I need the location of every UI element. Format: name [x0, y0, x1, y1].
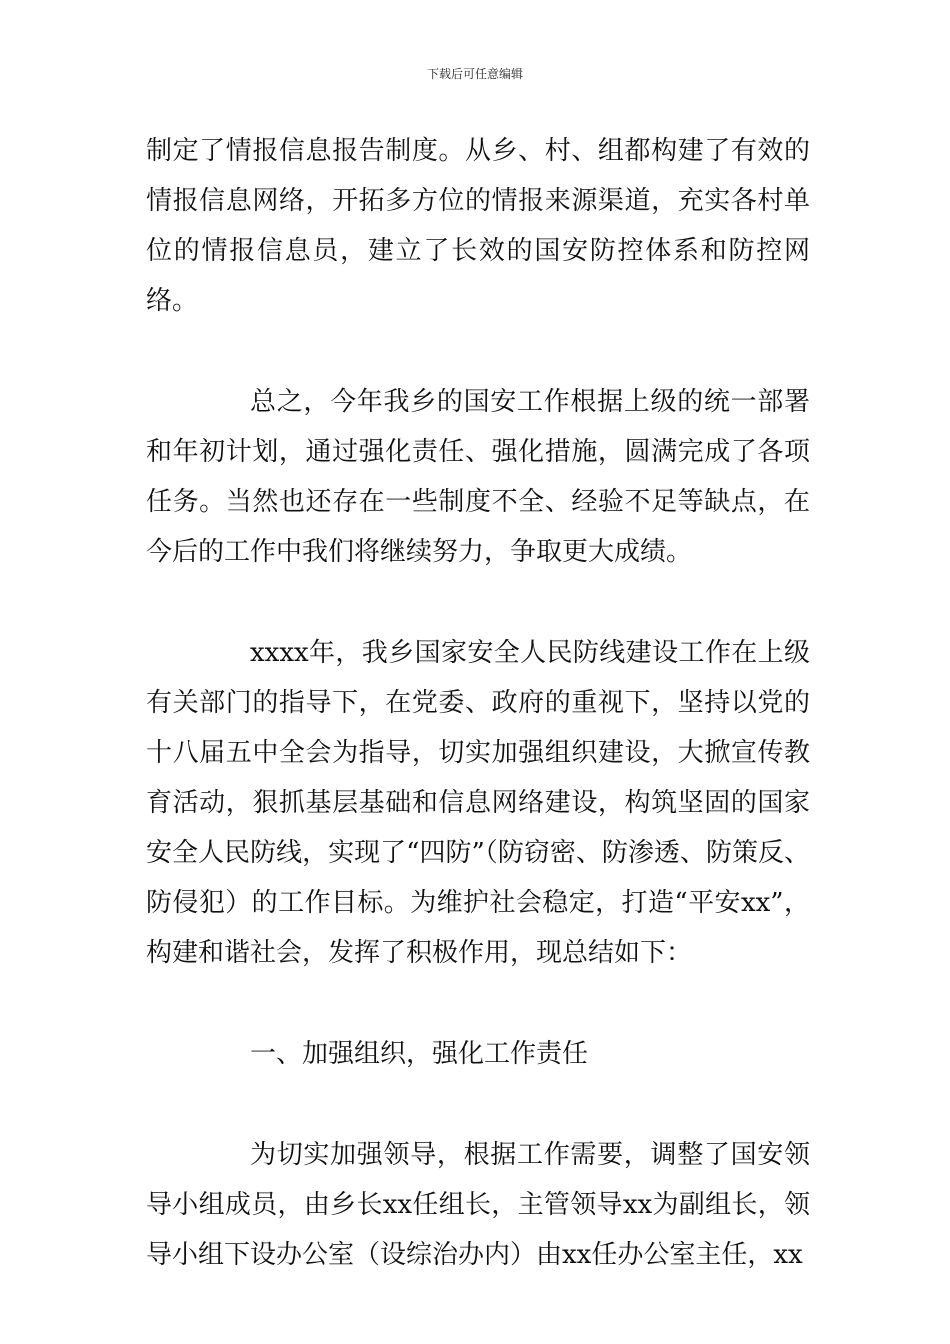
paragraph-annual-overview: xxxx年，我乡国家安全人民防线建设工作在上级有关部门的指导下，在党委、政府的重视下，坚持以党的十八届五中全会为指导，切实加强组织建设，大掀宣传教育活动，狠抓基层基础和信息网络建设，构筑坚固的国家安全人民防线，实现了“四防”（防窃密、防渗透、防策反、防侵犯）的工作目标。为维护社会稳定，打造“平安xx”，构建和谐社会，发挥了积极作用，现总结如下： [146, 638, 810, 968]
section-heading-organization: 一、加强组织，强化工作责任 [250, 1039, 589, 1069]
paragraph-summary: 总之，今年我乡的国安工作根据上级的统一部署和年初计划，通过强化责任、强化措施，圆满完成了各项任务。当然也还存在一些制度不全、经验不足等缺点，在今后的工作中我们将继续努力，争取更大成绩。 [146, 387, 810, 567]
page-header-note: 下载后可任意编辑 [426, 67, 523, 81]
paragraph-leadership: 为切实加强领导，根据工作需要，调整了国安领导小组成员，由乡长xx任组长，主管领导xx为副组长，领导小组下设办公室（设综治办内）由xx任办公室主任，xx [146, 1140, 810, 1270]
paragraph-gap [146, 577, 810, 628]
paragraph-intelligence-network: 制定了情报信息报告制度。从乡、村、组都构建了有效的情报信息网络，开拓多方位的情报来源渠道，充实各村单位的情报信息员，建立了长效的国安防控体系和防控网络。 [146, 136, 810, 316]
document-body [146, 126, 810, 1280]
paragraph-gap [146, 978, 810, 1029]
paragraph-gap [146, 326, 810, 377]
paragraph-gap [146, 1079, 810, 1130]
